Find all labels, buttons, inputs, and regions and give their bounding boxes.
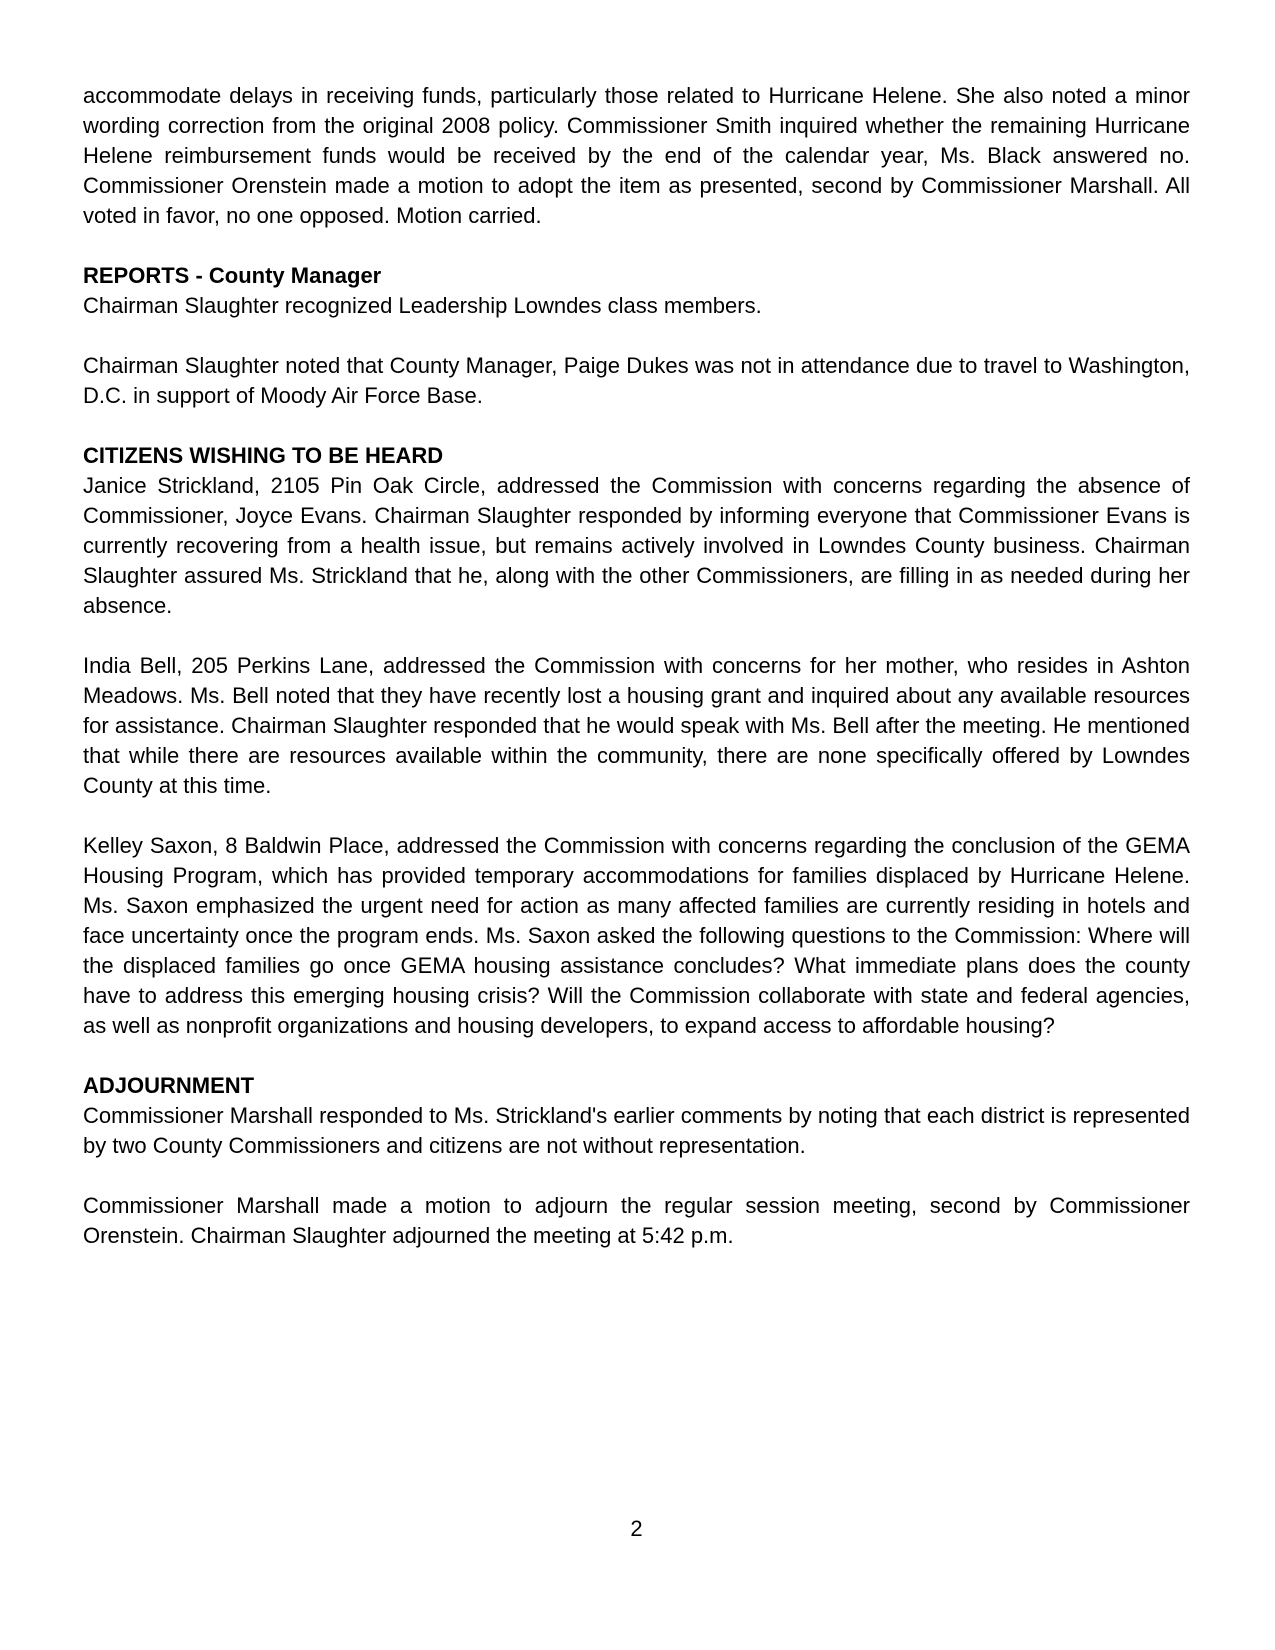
paragraph-india-bell: India Bell, 205 Perkins Lane, addressed the Commission with concerns for her mother, who resides in Ashton Meadows. Ms. Bell noted that they have recently lost a housing grant and inquired about any available resources for assistance. Chairman Slaughter responded that he would speak with Ms. Bell after the meeting. He mentioned that while there are resources available within the community, there are none specifically offered by Lowndes County at this time. bbox=[83, 653, 1190, 798]
paragraph-kelley-saxon: Kelley Saxon, 8 Baldwin Place, addressed the Commission with concerns regarding the conclusion of the GEMA Housing Program, which has provided temporary accommodations for families displaced by Hurricane Helene. Ms. Saxon emphasized the urgent need for action as many affected families are currently residing in hotels and face uncertainty once the program ends. Ms. Saxon asked the following questions to the Commission: Where will the displaced families go once GEMA housing assistance concludes? What immediate plans does the county have to address this emerging housing crisis? Will the Commission collaborate with state and federal agencies, as well as nonprofit organizations and housing developers, to expand access to affordable housing? bbox=[83, 833, 1190, 1038]
paragraph-county-manager-absence: Chairman Slaughter noted that County Manager, Paige Dukes was not in attendance due to travel to Washington, D.C. in support of Moody Air Force Base. bbox=[83, 353, 1190, 408]
paragraph-janice-strickland: Janice Strickland, 2105 Pin Oak Circle, addressed the Commission with concerns regarding the absence of Commissioner, Joyce Evans. Chairman Slaughter responded by informing everyone that Commissioner Evans is currently recovering from a health issue, but remains actively involved in Lowndes County business. Chairman Slaughter assured Ms. Strickland that he, along with the other Commissioners, are filling in as needed during her absence. bbox=[83, 473, 1190, 618]
page-number: 2 bbox=[630, 1516, 643, 1541]
minutes-body bbox=[83, 81, 1190, 1281]
heading-adjournment: ADJOURNMENT bbox=[83, 1073, 255, 1098]
paragraph-marshall-response: Commissioner Marshall responded to Ms. Strickland's earlier comments by noting that each district is represented by two County Commissioners and citizens are not without representation. bbox=[83, 1103, 1190, 1158]
paragraph-budget-policy-motion: accommodate delays in receiving funds, particularly those related to Hurricane Helene. She also noted a minor wording correction from the original 2008 policy. Commissioner Smith inquired whether the remaining Hurricane Helene reimbursement funds would be received by the end of the calendar year, Ms. Black answered no. Commissioner Orenstein made a motion to adopt the item as presented, second by Commissioner Marshall. All voted in favor, no one opposed. Motion carried. bbox=[83, 83, 1190, 228]
heading-reports-county-manager: REPORTS - County Manager bbox=[83, 263, 382, 288]
paragraph-adjourn-motion: Commissioner Marshall made a motion to adjourn the regular session meeting, second by Commissioner Orenstein. Chairman Slaughter adjourned the meeting at 5:42 p.m. bbox=[83, 1193, 1190, 1248]
paragraph-leadership-lowndes: Chairman Slaughter recognized Leadership Lowndes class members. bbox=[83, 293, 762, 318]
page-footer bbox=[83, 1514, 1190, 1544]
heading-citizens-wishing-to-be-heard: CITIZENS WISHING TO BE HEARD bbox=[83, 443, 444, 468]
